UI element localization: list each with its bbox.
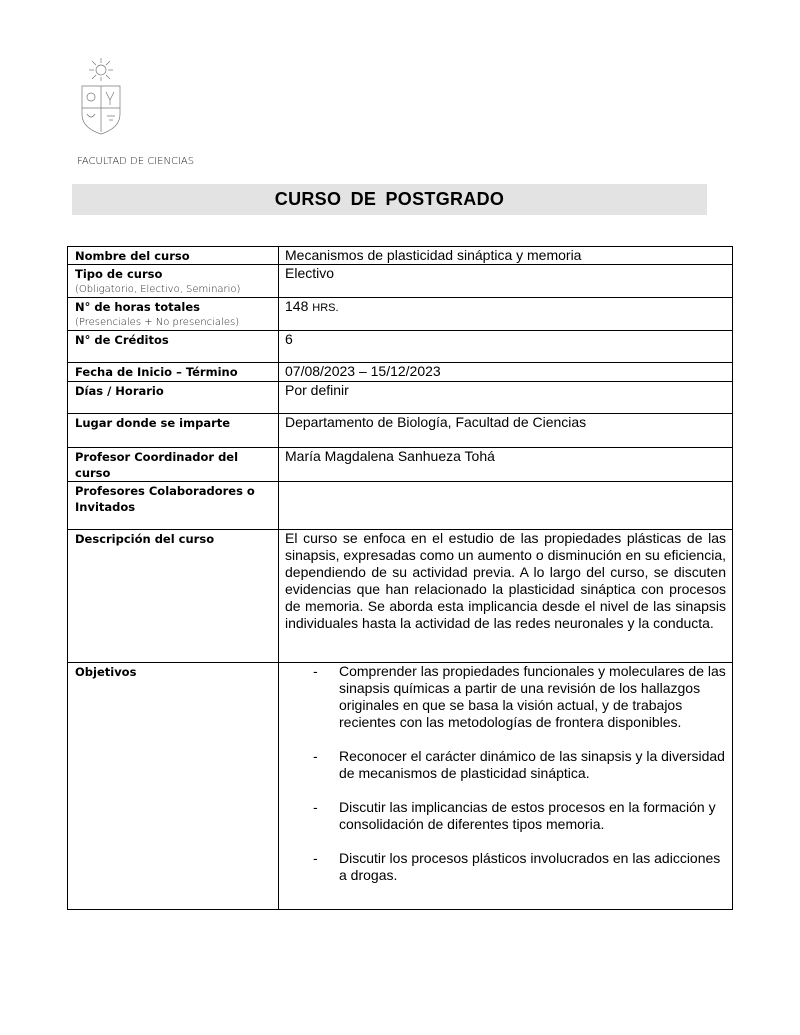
list-item: [313, 799, 726, 833]
row-value-cell: [279, 482, 733, 530]
row-label: Profesor Coordinador del curso: [75, 450, 239, 480]
schedule-value: Por definir: [285, 382, 349, 398]
row-label-cell: [68, 298, 279, 331]
faculty-name: FACULTAD DE CIENCIAS: [77, 156, 195, 167]
row-label: Fecha de Inicio – Término: [75, 365, 238, 379]
list-item: [313, 663, 726, 731]
coordinator-value: María Magdalena Sanhueza Tohá: [285, 448, 495, 464]
row-value-cell: [279, 530, 733, 663]
row-label-cell: [68, 331, 279, 363]
row-sublabel: (Presenciales + No presenciales): [75, 317, 240, 328]
hours-unit: HRS.: [312, 302, 339, 314]
title-banner: [72, 184, 707, 215]
row-label-cell: [68, 265, 279, 298]
total-hours-value: 148: [285, 298, 309, 314]
course-description: El curso se enfoca en el estudio de las propiedades plásticas de las sinapsis, expresadas como un aumento o disminución en su eficiencia, dependiendo de su actividad previa. A lo largo del curso, se discuten evidencias que han relacionado la plasticidad sináptica con procesos de memoria. Se aborda esta implicancia desde el nivel de las sinapsis individuales hasta la actividad de las redes neuronales y la conducta.: [285, 530, 726, 631]
row-value-cell: [279, 331, 733, 363]
row-value-cell: [279, 414, 733, 448]
table-row: [68, 530, 733, 663]
course-info-table: [67, 246, 733, 910]
row-label: Tipo de curso: [75, 267, 163, 281]
row-value-cell: [279, 663, 733, 910]
table-row: [68, 382, 733, 414]
table-row: [68, 414, 733, 448]
list-item: [313, 748, 726, 782]
row-label: Profesores Colaboradores o Invitados: [75, 484, 255, 514]
table-row: [68, 363, 733, 382]
row-label: Lugar donde se imparte: [75, 416, 231, 430]
bullet-dash: -: [313, 799, 318, 815]
document-title: CURSO DE POSTGRADO: [274, 189, 505, 209]
course-name-value: Mecanismos de plasticidad sináptica y memoria: [285, 247, 582, 263]
row-label: Descripción del curso: [75, 532, 215, 546]
row-value-cell: [279, 448, 733, 482]
row-label-cell: [68, 448, 279, 482]
bullet-dash: -: [313, 748, 318, 764]
credits-value: 6: [285, 331, 293, 347]
table-row: [68, 448, 733, 482]
course-type-value: Electivo: [285, 265, 335, 281]
university-seal-logo: [76, 56, 126, 136]
objective-text: Comprender las propiedades funcionales y moleculares de las sinapsis químicas a partir de una revisión de los hallazgos originales en que se basa la visión actual, y de trabajos recientes con las metodologías de frontera disponibles.: [339, 663, 726, 730]
row-label-cell: [68, 663, 279, 910]
table-row: [68, 265, 733, 298]
location-value: Departamento de Biología, Facultad de Ciencias: [285, 414, 587, 430]
row-label-cell: [68, 414, 279, 448]
row-value-cell: [279, 363, 733, 382]
objectives-list: [285, 663, 726, 884]
objective-text: Discutir las implicancias de estos procesos en la formación y consolidación de diferentes tipos memoria.: [339, 799, 716, 832]
table-row: [68, 663, 733, 910]
table-row: [68, 331, 733, 363]
row-label: N° de horas totales: [75, 300, 201, 314]
row-label: Objetivos: [75, 665, 137, 679]
row-label-cell: [68, 247, 279, 265]
row-label-cell: [68, 382, 279, 414]
list-item: [313, 850, 726, 884]
row-label-cell: [68, 530, 279, 663]
row-value-cell: [279, 298, 733, 331]
table-row: [68, 482, 733, 530]
row-value-cell: [279, 382, 733, 414]
row-label-cell: [68, 363, 279, 382]
row-sublabel: (Obligatorio, Electivo, Seminario): [75, 284, 241, 295]
row-value-cell: [279, 247, 733, 265]
table-row: [68, 247, 733, 265]
row-label: Días / Horario: [75, 384, 164, 398]
dates-value: 07/08/2023 – 15/12/2023: [285, 363, 441, 379]
objective-text: Reconocer el carácter dinámico de las sinapsis y la diversidad de mecanismos de plasticidad sináptica.: [339, 748, 725, 781]
table-row: [68, 298, 733, 331]
bullet-dash: -: [313, 850, 318, 866]
row-label-cell: [68, 482, 279, 530]
bullet-dash: -: [313, 663, 318, 679]
row-value-cell: [279, 265, 733, 298]
objective-text: Discutir los procesos plásticos involucrados en las adicciones a drogas.: [339, 850, 721, 883]
row-label: N° de Créditos: [75, 333, 169, 347]
row-label: Nombre del curso: [75, 249, 190, 263]
